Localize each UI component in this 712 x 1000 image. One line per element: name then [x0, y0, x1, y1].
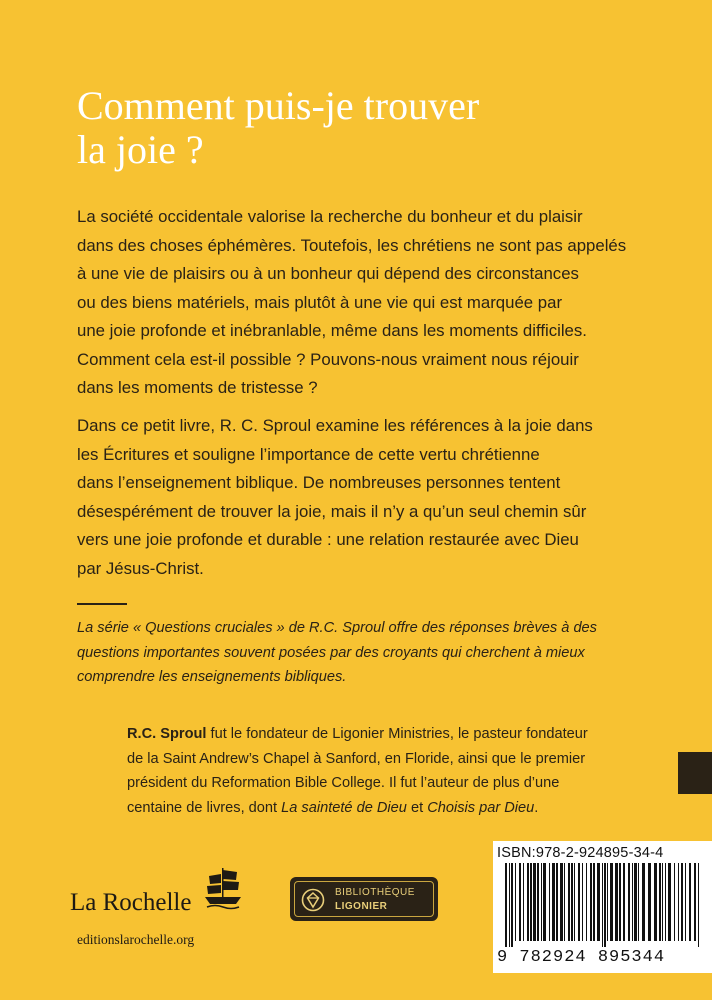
- barcode-bar: [515, 863, 516, 941]
- text-line: désespérément de trouver la joie, mais il n’y a qu’un seul chemin sûr: [77, 501, 587, 521]
- barcode-bar: [552, 863, 555, 941]
- ligonier-label: [335, 886, 415, 914]
- barcode-bar: [607, 863, 608, 941]
- ligonier-line-2: LIGONIER: [335, 901, 388, 912]
- barcode-bar: [689, 863, 691, 941]
- text-line: par Jésus-Christ.: [77, 558, 204, 578]
- series-line: La série « Questions cruciales » de R.C. Sproul offre des réponses brèves à des: [77, 620, 597, 636]
- publisher-name: La Rochelle: [70, 889, 192, 916]
- barcode-bar: [568, 863, 570, 941]
- description-paragraph-2: [77, 412, 637, 583]
- bio-line: de la Saint Andrew’s Chapel à Sanford, en Floride, ainsi que le premier: [127, 750, 586, 767]
- author-name: R.C. Sproul: [127, 726, 207, 742]
- text-line: Dans ce petit livre, R. C. Sproul examine les références à la joie dans: [77, 416, 593, 435]
- text-line: La société occidentale valorise la recherche du bonheur et du plaisir: [77, 207, 583, 226]
- edge-tab-marker: [678, 752, 712, 794]
- book-title-2: Choisis par Dieu: [427, 799, 535, 816]
- book-title: [77, 84, 637, 172]
- text-line: dans des choses éphémères. Toutefois, les chrétiens ne sont pas appelés: [77, 235, 627, 255]
- bio-text: fut le fondateur de Ligonier Ministries, le pasteur fondateur: [206, 726, 588, 742]
- barcode-bar: [541, 863, 542, 941]
- text-line: les Écritures et souligne l’importance de cette vertu chrétienne: [77, 444, 540, 464]
- bio-line: président du Reformation Bible College. Il fut l’auteur de plus d’une: [127, 775, 560, 791]
- barcode-bar: [574, 863, 575, 941]
- series-line: questions importantes souvent posées par des croyants qui cherchent à mieux: [77, 644, 585, 661]
- barcode-bar: [674, 863, 675, 941]
- barcode-bar: [549, 863, 550, 941]
- bio-text: .: [534, 799, 539, 816]
- barcode-bar: [638, 863, 639, 941]
- title-line: la joie ?: [77, 127, 204, 172]
- barcode-panel: [493, 841, 712, 973]
- barcode-bar: [543, 863, 546, 941]
- barcode-bar: [610, 863, 613, 941]
- barcode-bar: [593, 863, 595, 941]
- bio-text: et: [406, 799, 428, 816]
- barcode-bar: [604, 863, 606, 947]
- text-line: une joie profonde et inébranlable, même dans les moments difficiles.: [77, 321, 587, 340]
- barcode-bar: [654, 863, 657, 941]
- barcode-bar: [668, 863, 671, 941]
- barcode-digits: 9 782924 895344: [497, 948, 666, 967]
- barcode-bar: [597, 863, 600, 941]
- barcode-bar: [632, 863, 633, 941]
- barcode-bars: [493, 863, 712, 947]
- barcode-bar: [634, 863, 637, 941]
- barcode-bar: [694, 863, 696, 941]
- barcode-bar: [628, 863, 630, 941]
- barcode-bar: [556, 863, 558, 941]
- author-bio: [127, 722, 637, 820]
- barcode-bar: [560, 863, 563, 941]
- barcode-bar: [698, 863, 699, 947]
- ligonier-line-1: BIBLIOTHÈQUE: [335, 887, 415, 898]
- barcode-bar: [523, 863, 524, 941]
- barcode-bar: [571, 863, 573, 941]
- barcode-bar: [642, 863, 645, 941]
- barcode-bar: [665, 863, 666, 941]
- book-title-1: La sainteté de Dieu: [281, 799, 407, 816]
- barcode-bar: [602, 863, 603, 947]
- series-line: comprendre les enseignements bibliques.: [77, 669, 347, 685]
- barcode-bar: [685, 863, 686, 941]
- barcode-bar: [505, 863, 507, 947]
- barcode-bar: [578, 863, 580, 941]
- barcode-bar: [619, 863, 621, 941]
- barcode-bar: [590, 863, 592, 941]
- bio-line: [127, 722, 637, 747]
- barcode-bar: [564, 863, 565, 941]
- barcode-bar: [659, 863, 661, 941]
- section-divider: [77, 603, 127, 605]
- series-note: [77, 616, 637, 690]
- barcode-bar: [681, 863, 683, 941]
- barcode-bar: [582, 863, 583, 941]
- ship-icon: [203, 866, 243, 912]
- barcode-bar: [537, 863, 539, 941]
- text-line: vers une joie profonde et durable : une relation restaurée avec Dieu: [77, 530, 579, 549]
- bio-line: [127, 796, 637, 821]
- text-line: dans l’enseignement biblique. De nombreuses personnes tentent: [77, 473, 561, 492]
- barcode-bar: [527, 863, 529, 941]
- barcode-bar: [586, 863, 587, 941]
- title-line: Comment puis-je trouver: [77, 83, 480, 128]
- barcode-bar: [509, 863, 510, 947]
- barcode-bar: [615, 863, 618, 941]
- isbn-label: ISBN:978-2-924895-34-4: [497, 845, 664, 861]
- bio-text: centaine de livres, dont: [127, 799, 282, 816]
- barcode-bar: [519, 863, 521, 941]
- ligonier-library-badge: [290, 877, 438, 921]
- barcode-bar: [511, 863, 513, 947]
- text-line: dans les moments de tristesse ?: [77, 378, 318, 397]
- barcode-bar: [623, 863, 625, 941]
- barcode-bar: [533, 863, 536, 941]
- text-line: Comment cela est-il possible ? Pouvons-nous vraiment nous réjouir: [77, 349, 579, 369]
- text-line: à une vie de plaisirs ou à un bonheur qui dépend des circonstances: [77, 264, 579, 283]
- publisher-url: editionslarochelle.org: [77, 932, 195, 947]
- ligonier-emblem-icon: [301, 888, 325, 912]
- text-line: ou des biens matériels, mais plutôt à une vie qui est marquée par: [77, 292, 563, 312]
- barcode-bar: [530, 863, 532, 941]
- description-paragraph-1: [77, 203, 637, 403]
- barcode-bar: [662, 863, 663, 941]
- barcode-bar: [648, 863, 651, 941]
- barcode-bar: [678, 863, 679, 941]
